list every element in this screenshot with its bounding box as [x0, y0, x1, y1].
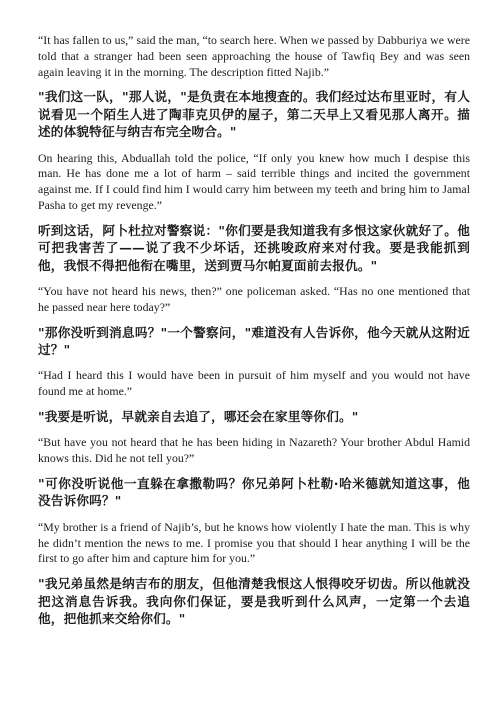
paragraph-english-2: On hearing this, Abduallah told the police, “If only you knew how much I despise this man. He has done me a lot of harm – said terrible things and incited the government against me. If I could find him I would carry him between my teeth and bring him to Jamal Pasha to get my revenge.” — [38, 150, 470, 212]
document-page — [38, 33, 470, 627]
paragraph-english-5: “But have you not heard that he has been hiding in Nazareth? Your brother Abdul Hamid knows this. Did he not tell you?” — [38, 435, 470, 466]
paragraph-english-4: “Had I heard this I would have been in pursuit of him myself and you would not have found me at home.” — [38, 368, 470, 399]
paragraph-english-3: “You have not heard his news, then?” one policeman asked. “Has no one mentioned that he passed near here today?” — [38, 284, 470, 314]
paragraph-chinese-6: "我兄弟虽然是纳吉布的朋友，但他清楚我恨这人恨得咬牙切齿。所以他就没把这消息告诉我。我向你们保证，要是我听到什么风声，一定第一个去追他，把他抓来交给你们。" — [38, 576, 470, 627]
paragraph-chinese-2: 听到这话，阿卜杜拉对警察说："你们要是我知道我有多恨这家伙就好了。他可把我害苦了——说了我不少坏话，还挑唆政府来对付我。要是我能抓到他，我恨不得把他衔在嘴里，送到贾马尔帕夏面前去报仇。" — [38, 222, 470, 273]
paragraph-chinese-3: "那你没听到消息吗？"一个警察问，"难道没有人告诉你，他今天就从这附近过？" — [38, 324, 470, 358]
paragraph-english-1: “It has fallen to us,” said the man, “to search here. When we passed by Dabburiya we were told that a stranger had been seen approaching the house of Tawfiq Bey and was seen again leaving it in the morning. The description fitted Najib.” — [38, 33, 470, 79]
paragraph-chinese-1: "我们这一队，"那人说，"是负责在本地搜查的。我们经过达布里亚时，有人说看见一个陌生人进了陶菲克贝伊的屋子，第二天早上又看见那人离开。描述的体貌特征与纳吉布完全吻合。" — [38, 89, 470, 140]
paragraph-chinese-4: "我要是听说，早就亲自去追了，哪还会在家里等你们。" — [38, 409, 359, 425]
paragraph-english-6: “My brother is a friend of Najib’s, but he knows how violently I hate the man. This is why he didn’t mention the news to me. I promise you that should I hear anything I will be the first to go after him and capture him for you.” — [38, 519, 470, 566]
paragraph-chinese-5: "可你没听说他一直躲在拿撒勒吗？你兄弟阿卜杜勒·哈米德就知道这事，他没告诉你吗？" — [38, 476, 470, 509]
